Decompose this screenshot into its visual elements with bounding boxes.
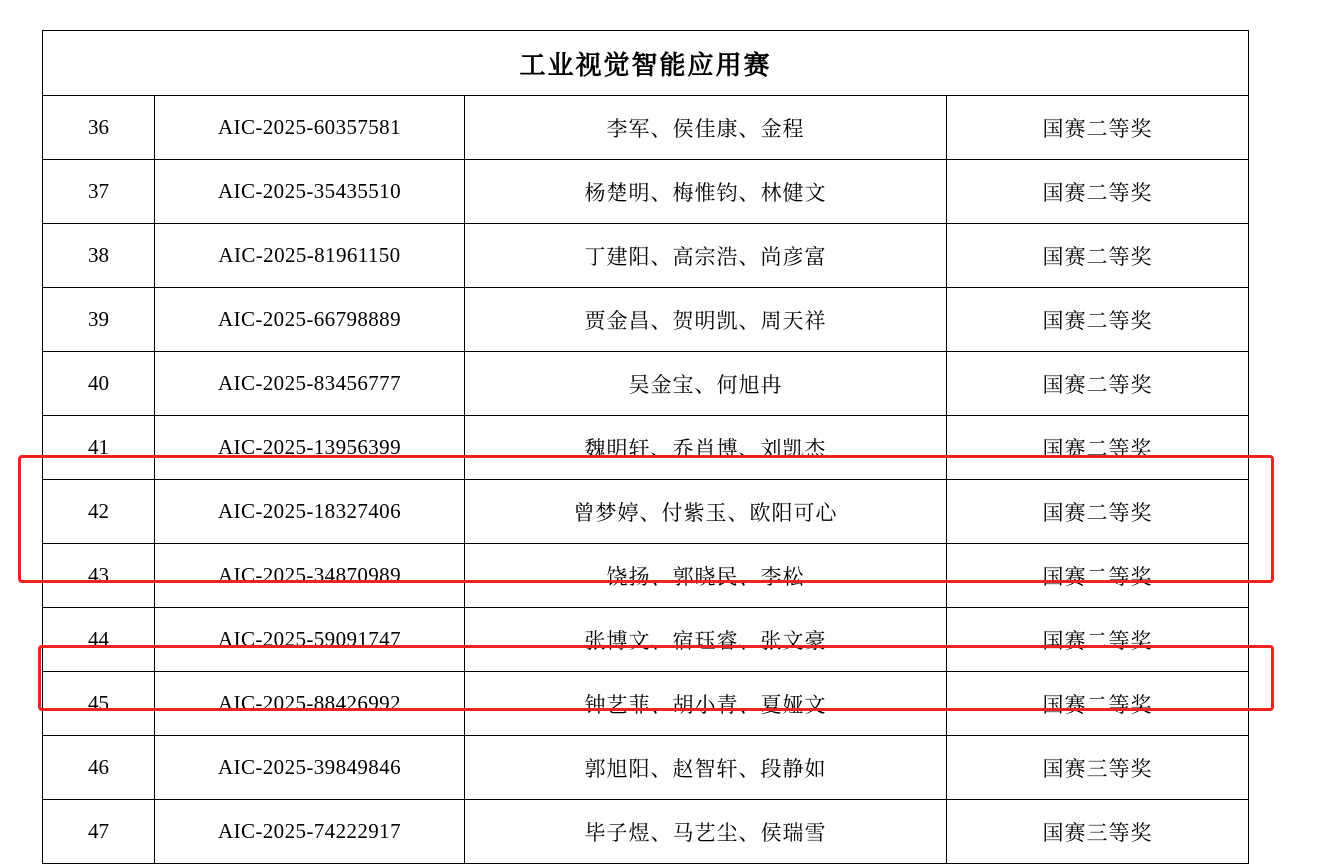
row-code-cell: AIC-2025-35435510 xyxy=(155,160,465,224)
row-index-cell: 46 xyxy=(43,736,155,800)
row-index-cell: 40 xyxy=(43,352,155,416)
row-members-cell: 钟艺菲、胡小青、夏娅文 xyxy=(465,672,947,736)
row-award-cell: 国赛二等奖 xyxy=(947,480,1249,544)
row-members-cell: 贾金昌、贺明凯、周天祥 xyxy=(465,288,947,352)
row-code-cell: AIC-2025-88426992 xyxy=(155,672,465,736)
table-title-row xyxy=(43,31,1249,96)
table-row xyxy=(43,96,1249,160)
row-award-cell: 国赛二等奖 xyxy=(947,160,1249,224)
row-code-cell: AIC-2025-13956399 xyxy=(155,416,465,480)
row-index-cell: 45 xyxy=(43,672,155,736)
table-row xyxy=(43,480,1249,544)
row-members-cell: 李军、侯佳康、金程 xyxy=(465,96,947,160)
row-award-cell: 国赛二等奖 xyxy=(947,288,1249,352)
award-table xyxy=(42,30,1249,864)
row-members-cell: 毕子煜、马艺尘、侯瑞雪 xyxy=(465,800,947,864)
row-index-cell: 44 xyxy=(43,608,155,672)
table-row xyxy=(43,224,1249,288)
table-row xyxy=(43,608,1249,672)
row-award-cell: 国赛三等奖 xyxy=(947,800,1249,864)
table-row xyxy=(43,352,1249,416)
row-members-cell: 杨楚明、梅惟钧、林健文 xyxy=(465,160,947,224)
row-award-cell: 国赛二等奖 xyxy=(947,416,1249,480)
row-award-cell: 国赛二等奖 xyxy=(947,224,1249,288)
table-row xyxy=(43,288,1249,352)
row-members-cell: 吴金宝、何旭冉 xyxy=(465,352,947,416)
row-index-cell: 47 xyxy=(43,800,155,864)
table-title: 工业视觉智能应用赛 xyxy=(43,31,1249,96)
row-index-cell: 41 xyxy=(43,416,155,480)
row-code-cell: AIC-2025-74222917 xyxy=(155,800,465,864)
table-row xyxy=(43,544,1249,608)
row-code-cell: AIC-2025-60357581 xyxy=(155,96,465,160)
row-award-cell: 国赛三等奖 xyxy=(947,736,1249,800)
table-row xyxy=(43,160,1249,224)
row-index-cell: 38 xyxy=(43,224,155,288)
row-index-cell: 42 xyxy=(43,480,155,544)
row-code-cell: AIC-2025-34870989 xyxy=(155,544,465,608)
table-body xyxy=(43,96,1249,864)
row-members-cell: 曾梦婷、付紫玉、欧阳可心 xyxy=(465,480,947,544)
row-members-cell: 张博文、宿珏睿、张文豪 xyxy=(465,608,947,672)
row-code-cell: AIC-2025-39849846 xyxy=(155,736,465,800)
table-row xyxy=(43,800,1249,864)
table-header xyxy=(43,31,1249,96)
row-award-cell: 国赛二等奖 xyxy=(947,608,1249,672)
table-row xyxy=(43,416,1249,480)
row-index-cell: 37 xyxy=(43,160,155,224)
row-index-cell: 39 xyxy=(43,288,155,352)
row-index-cell: 36 xyxy=(43,96,155,160)
row-code-cell: AIC-2025-83456777 xyxy=(155,352,465,416)
row-award-cell: 国赛二等奖 xyxy=(947,352,1249,416)
row-members-cell: 丁建阳、高宗浩、尚彦富 xyxy=(465,224,947,288)
row-award-cell: 国赛二等奖 xyxy=(947,672,1249,736)
row-award-cell: 国赛二等奖 xyxy=(947,544,1249,608)
row-index-cell: 43 xyxy=(43,544,155,608)
row-code-cell: AIC-2025-66798889 xyxy=(155,288,465,352)
row-code-cell: AIC-2025-81961150 xyxy=(155,224,465,288)
row-code-cell: AIC-2025-59091747 xyxy=(155,608,465,672)
row-code-cell: AIC-2025-18327406 xyxy=(155,480,465,544)
row-members-cell: 郭旭阳、赵智轩、段静如 xyxy=(465,736,947,800)
table-row xyxy=(43,736,1249,800)
row-members-cell: 饶扬、郭晓民、李松 xyxy=(465,544,947,608)
row-members-cell: 魏明轩、乔肖博、刘凯杰 xyxy=(465,416,947,480)
row-award-cell: 国赛二等奖 xyxy=(947,96,1249,160)
table-row xyxy=(43,672,1249,736)
